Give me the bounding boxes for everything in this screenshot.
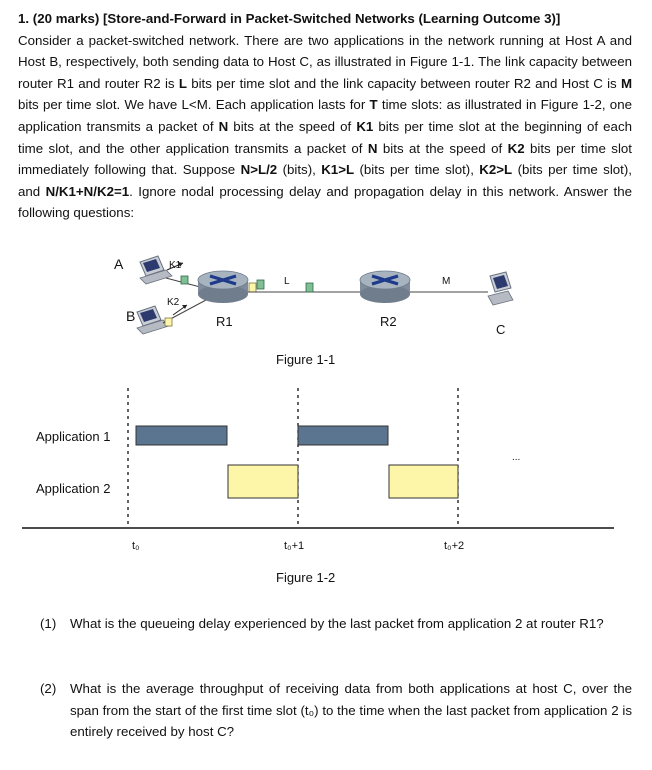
question-2-number: (2) <box>40 681 57 696</box>
app2-packet-slot1 <box>228 465 298 498</box>
question-1-number: (1) <box>40 616 57 631</box>
problem-body: Consider a packet-switched network. There are two applications in the network running at Host A and Host B, respectively, both sending data to Host C, as illustrated in Figure 1-1. The link capacity between router R1 and router R2 is L bits per time slot and the link capacity between router R2 and Host C is M bits per time slot. We have L<M. Each application lasts for T time slots: as illustrated in Figure 1-2, one application transmits a packet of N bits at the speed of K1 bits per time slot at the beginning of each time slot, and the other application transmits a packet of N bits at the speed of K2 bits per time slot immediately following that. Suppose N>L/2 (bits), K1>L (bits per time slot), K2>L (bits per time slot), and N/K1+N/K2=1. Ignore nodal processing delay and propagation delay in this network. Answer the following questions: <box>18 32 633 221</box>
queued-packet-2 <box>257 280 264 289</box>
packet-from-b <box>165 318 172 326</box>
router-r2-icon <box>360 271 410 303</box>
question-1-text: What is the queueing delay experienced by the last packet from application 2 at router R1? <box>70 616 604 631</box>
app1-packet-slot1 <box>136 426 227 445</box>
k2-label: K2 <box>167 297 180 308</box>
link-m-label: M <box>442 276 451 287</box>
application-2-label: Application 2 <box>36 481 111 496</box>
k1-label: K1 <box>169 260 182 271</box>
application-1-label: Application 1 <box>36 429 111 444</box>
link-l-label: L <box>284 276 290 287</box>
router-r1-icon <box>198 271 248 303</box>
router-r1-label: R1 <box>216 314 233 329</box>
packet-from-a <box>181 276 188 284</box>
queued-packet-1 <box>249 283 256 292</box>
tick-t0-plus-2: t₀+2 <box>444 540 465 552</box>
host-c-computer-icon <box>488 272 513 305</box>
host-b-computer-icon <box>137 306 169 334</box>
host-c-label: C <box>496 322 506 337</box>
host-b-label: B <box>126 308 136 324</box>
figure-1-2-caption: Figure 1-2 <box>276 570 336 585</box>
router-r2-label: R2 <box>380 314 397 329</box>
question-2-text: What is the average throughput of receiving data from both applications at host C, over the span from the start of the first time slot (t₀) to the time when the last packet from application 2 is entirely received by host C? <box>70 681 632 740</box>
app2-packet-slot2 <box>389 465 458 498</box>
question-2 <box>40 678 632 743</box>
app1-packet-slot2 <box>298 426 388 445</box>
question-1 <box>40 613 632 635</box>
problem-heading: 1. (20 marks) [Store-and-Forward in Packet-Switched Networks (Learning Outcome 3)] <box>18 11 561 26</box>
tick-t0-plus-1: t₀+1 <box>284 540 305 552</box>
figure-1-1-caption: Figure 1-1 <box>276 352 336 367</box>
timeline-diagram <box>22 388 614 528</box>
ellipsis-label: ... <box>512 452 521 463</box>
tick-t0: t₀ <box>132 540 140 552</box>
packet-in-transit <box>306 283 313 292</box>
host-a-label: A <box>114 256 124 272</box>
